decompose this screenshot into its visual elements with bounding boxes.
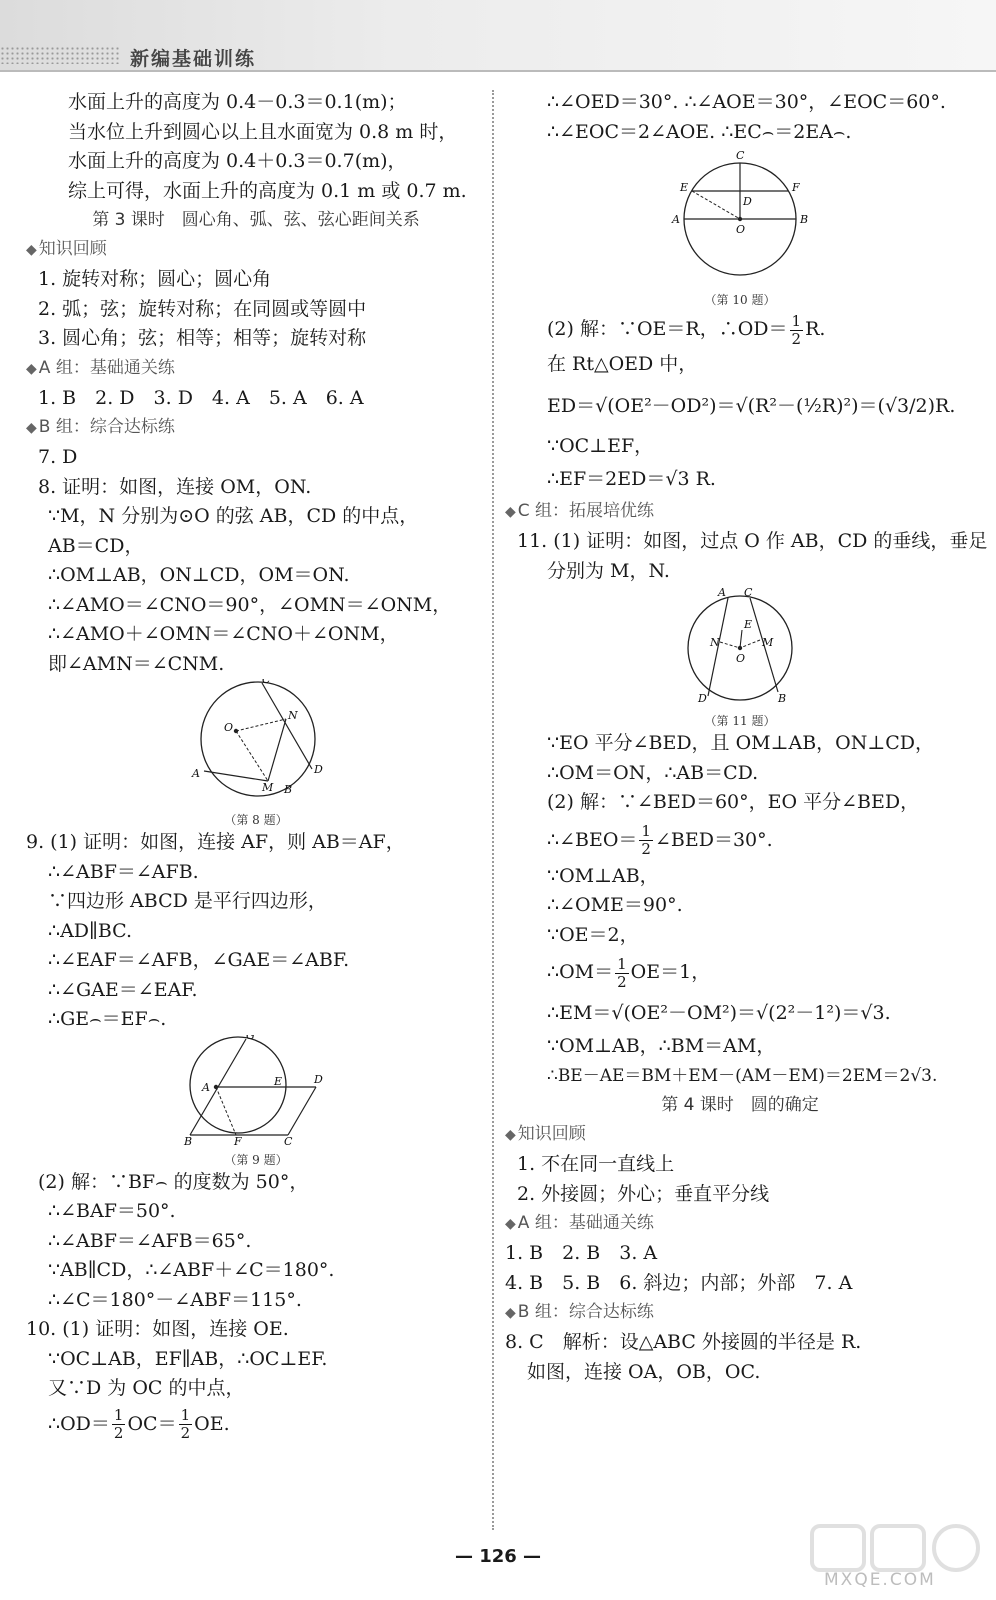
answer-line: ∴∠AMO＋∠OMN＝∠CNO＋∠ONM， [48, 623, 399, 645]
answer-line: ∴∠EAF＝∠AFB，∠GAE＝∠ABF. [48, 949, 350, 971]
section-heading-c [505, 497, 975, 527]
text-line: 水面上升的高度为 0.4＋0.3＝0.7(m)， [68, 150, 407, 172]
fig-label: F [792, 181, 800, 194]
answer-line: ∵OC⊥AB，EF∥AB，∴OC⊥EF. [48, 1347, 328, 1370]
fraction-denominator: 2 [791, 329, 802, 348]
answer-line: 2. 外接圆；外心；垂直平分线 [517, 1182, 770, 1205]
answer-line: AB＝CD， [48, 534, 144, 557]
fig-label: O [224, 721, 234, 734]
answer-line: (2) 解：∵BF⌢ 的度数为 50°， [38, 1170, 309, 1193]
section-heading-b [505, 1298, 975, 1328]
answer-line: 分别为 M，N. [547, 559, 670, 582]
answer-line: 3. 圆心角；弦；相等；相等；旋转对称 [38, 327, 367, 349]
answer-line: ∴∠GAE＝∠EAF. [48, 978, 198, 1001]
answer-line: ∴∠OME＝90°. [547, 894, 683, 916]
text-segment: ∴∠BEO＝ [547, 828, 638, 851]
answer-line: ∴∠AMO＝∠CNO＝90°，∠OMN＝∠ONM， [48, 593, 452, 616]
figure-8 [26, 679, 486, 828]
diamond-icon: ◆ [505, 504, 516, 520]
fraction-denominator: 2 [113, 1424, 124, 1442]
answer-line: (2) 解：∵∠BED＝60°，EO 平分∠BED， [547, 791, 920, 813]
section-heading-a [26, 354, 486, 384]
answer-line: 即∠AMN＝∠CNM. [48, 652, 225, 675]
answer-line: ∵EO 平分∠BED，且 OM⊥AB，ON⊥CD， [547, 732, 935, 754]
header-dot-pattern [0, 46, 120, 64]
text-segment: (2) 解：∵OE＝R，∴OD＝ [547, 318, 788, 340]
answer-line: 8. C 解析：设△ABC 外接圆的半径是 R. [505, 1331, 862, 1353]
watermark-text: MXQE.COM [824, 1570, 936, 1590]
fig-label: N [288, 709, 298, 722]
circle-figure-9 [166, 1035, 346, 1147]
answer-line: ∴GE⌢＝EF⌢. [48, 1008, 167, 1030]
fraction-numerator: 1 [791, 311, 802, 330]
circle-figure-10 [670, 147, 810, 287]
page-number: — 126 — [454, 1546, 542, 1567]
fig-label: C [284, 1134, 293, 1147]
column-divider [492, 90, 494, 1530]
diamond-icon: ◆ [26, 420, 37, 436]
answer-line [505, 308, 975, 350]
fig-label: D [743, 195, 752, 208]
text-segment: R. [805, 318, 826, 340]
answer-line: 在 Rt△OED 中， [547, 353, 698, 375]
figure-10 [505, 147, 975, 308]
figure-caption: （第 8 题） [224, 813, 288, 827]
fig-label: O [736, 652, 746, 665]
answer-line [505, 950, 975, 994]
section-heading-b [26, 413, 486, 443]
answer-line [26, 1404, 486, 1444]
answer-line: ∴OM＝ON，∴AB＝CD. [547, 761, 759, 784]
fraction-numerator: 1 [617, 954, 627, 973]
section-heading-a [505, 1209, 975, 1239]
answer-line: ∴∠OED＝30°. ∴∠AOE＝30°，∠EOC＝60°. [547, 91, 946, 113]
fig-label: A [202, 1080, 210, 1094]
section-label: C 组：拓展培优练 [517, 501, 655, 521]
fig-label: D [698, 692, 707, 705]
section-label: 知识回顾 [517, 1124, 586, 1144]
figure-11 [505, 586, 975, 729]
lesson-title-4: 第 4 课时 圆的确定 [661, 1095, 819, 1115]
fig-label: E [274, 1074, 283, 1088]
answer-line: ∵OE＝2， [547, 923, 639, 946]
section-label: A 组：基础通关练 [517, 1213, 654, 1233]
fig-label: M [762, 636, 774, 649]
fig-label: D [314, 1072, 323, 1086]
answer-line: 又∵D 为 OC 的中点， [48, 1377, 245, 1399]
fig-label: M [262, 781, 274, 794]
fig-label: N [710, 636, 720, 649]
left-column [26, 88, 486, 1444]
fraction-denominator: 2 [180, 1424, 191, 1442]
answer-line: ∴AD∥BC. [48, 919, 133, 942]
answer-line: ∴∠ABF＝∠AFB. [48, 860, 199, 883]
fraction [639, 823, 653, 858]
figure-caption: （第 10 题） [704, 293, 776, 307]
section-label: A 组：基础通关练 [38, 357, 175, 378]
section-heading-review [26, 235, 486, 265]
text-line: 水面上升的高度为 0.4－0.3＝0.1(m)； [68, 91, 407, 113]
answer-line: ∴EM＝√(OE²－OM²)＝√(2²－1²)＝√3. [547, 1002, 891, 1024]
fig-label: C [736, 149, 745, 162]
fraction [615, 956, 629, 991]
text-segment: ∴OM＝ [547, 961, 614, 983]
fig-label: B [184, 1134, 193, 1147]
text-segment: OC＝ [127, 1412, 177, 1435]
fig-label: D [314, 763, 323, 776]
fig-label: B [800, 213, 809, 226]
fig-label: B [284, 783, 293, 796]
answer-line: ∴∠BAF＝50°. [48, 1200, 176, 1222]
text-line: 综上可得，水面上升的高度为 0.1 m 或 0.7 m. [68, 179, 467, 202]
fig-label: F [234, 1134, 242, 1147]
fraction [790, 313, 804, 348]
figure-caption: （第 9 题） [224, 1152, 288, 1167]
circle-figure-8 [176, 679, 336, 807]
answer-line: 9. (1) 证明：如图，连接 AF，则 AB＝AF， [26, 831, 405, 853]
fig-label: A [672, 213, 680, 226]
answer-line: 8. 证明：如图，连接 OM，ON. [38, 475, 312, 498]
answer-line [505, 818, 975, 862]
answer-line: 7. D [38, 446, 78, 468]
figure-caption: （第 11 题） [704, 714, 776, 728]
section-label: B 组：综合达标练 [38, 417, 175, 437]
fig-label: E [744, 618, 753, 631]
answer-line: ∵AB∥CD，∴∠ABF＋∠C＝180°. [48, 1259, 335, 1281]
lesson-title-3: 第 3 课时 圆心角、弧、弦、弦心距间关系 [92, 210, 420, 230]
answer-line: ∴BE－AE＝BM＋EM－(AM－EM)＝2EM＝2√3. [547, 1065, 938, 1086]
diamond-icon: ◆ [505, 1127, 516, 1143]
text-segment: OE. [194, 1412, 230, 1435]
answer-line: 1. B 2. D 3. D 4. A 5. A 6. A [38, 386, 364, 409]
fig-label: O [736, 223, 746, 236]
text-line: 当水位上升到圆心以上且水面宽为 0.8 m 时， [68, 120, 458, 143]
fig-label: E [680, 181, 689, 194]
fig-label: C [262, 679, 271, 686]
figure-9 [26, 1035, 486, 1168]
text-segment: ∠BED＝30°. [654, 828, 773, 851]
diamond-icon: ◆ [26, 242, 37, 258]
diamond-icon: ◆ [505, 1305, 516, 1321]
fraction-denominator: 2 [641, 840, 651, 858]
fig-label: B [778, 692, 787, 705]
fig-label: A [192, 767, 200, 780]
answer-line: ∵OM⊥AB， [547, 864, 659, 887]
answer-line: 2. 弧；弦；旋转对称；在同圆或等圆中 [38, 297, 367, 320]
answer-line: 4. B 5. B 6. 斜边；内部；外部 7. A [505, 1271, 853, 1294]
fraction-numerator: 1 [113, 1406, 124, 1424]
fig-label: G [246, 1034, 255, 1042]
answer-line: ∴EF＝2ED＝√3 R. [547, 468, 716, 490]
answer-line: ∵M，N 分别为⊙O 的弦 AB，CD 的中点， [48, 505, 419, 527]
diamond-icon: ◆ [505, 1216, 516, 1232]
answer-line: ∵四边形 ABCD 是平行四边形， [48, 890, 327, 912]
fraction-numerator: 1 [641, 822, 651, 840]
section-label: B 组：综合达标练 [517, 1302, 654, 1322]
right-column [505, 88, 988, 1387]
answer-line: 1. B 2. B 3. A [505, 1242, 658, 1264]
answer-line: 10. (1) 证明：如图，连接 OE. [26, 1318, 289, 1340]
answer-line: 1. 旋转对称；圆心；圆心角 [38, 268, 272, 290]
text-segment: OE＝1， [630, 961, 711, 983]
fraction-denominator: 2 [617, 972, 627, 991]
circle-figure-11 [680, 586, 800, 708]
diamond-icon: ◆ [26, 360, 37, 377]
answer-line: ∵OC⊥EF， [547, 434, 654, 457]
answer-line: ∴∠C＝180°－∠ABF＝115°. [48, 1288, 302, 1311]
fig-label: C [744, 586, 753, 599]
answer-line: ∵OM⊥AB，∴BM＝AM， [547, 1035, 776, 1057]
answer-line: ∴OM⊥AB，ON⊥CD，OM＝ON. [48, 564, 350, 586]
header-rule [0, 70, 996, 72]
header-title: 新编基础训练 [130, 48, 257, 70]
section-heading-review [505, 1120, 975, 1150]
answer-line: 11. (1) 证明：如图，过点 O 作 AB，CD 的垂线，垂足 [517, 530, 988, 552]
fraction-numerator: 1 [180, 1406, 191, 1424]
fraction [112, 1407, 126, 1442]
answer-line: ∴∠EOC＝2∠AOE. ∴EC⌢＝2EA⌢. [547, 120, 852, 143]
section-label: 知识回顾 [38, 239, 107, 259]
answer-line: ED＝√(OE²－OD²)＝√(R²－(½R)²)＝(√3/2)R. [547, 394, 956, 417]
text-segment: ∴OD＝ [48, 1412, 110, 1435]
fraction [179, 1407, 193, 1442]
fig-label: A [718, 586, 726, 599]
answer-line: 1. 不在同一直线上 [517, 1153, 675, 1175]
answer-line: 如图，连接 OA，OB，OC. [527, 1360, 761, 1383]
answer-line: ∴∠ABF＝∠AFB＝65°. [48, 1229, 252, 1252]
